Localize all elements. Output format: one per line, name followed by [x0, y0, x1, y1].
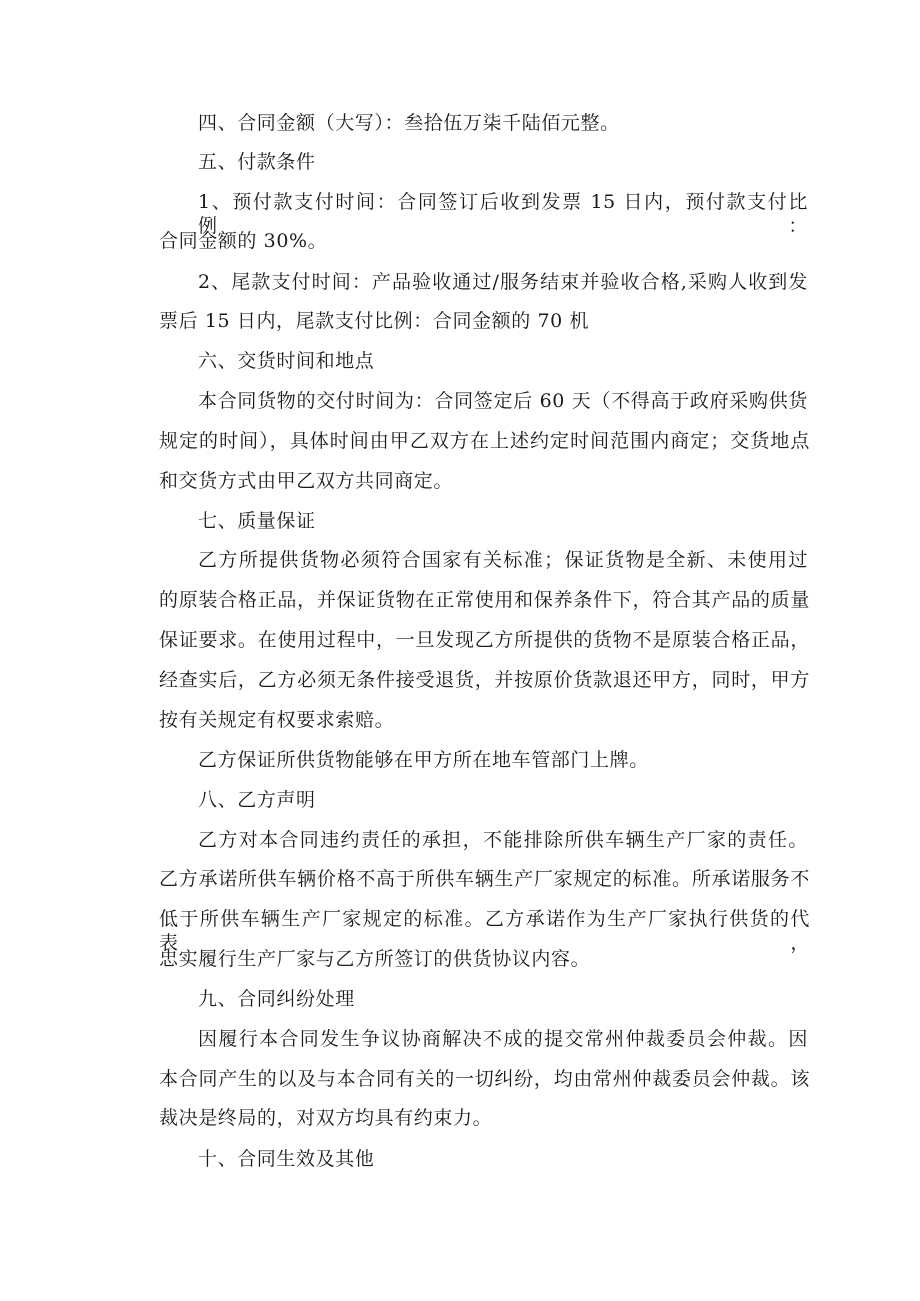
advance-payment-line-1: 1、预付款支付时间：合同签订后收到发票 15 日内，预付款支付比例：	[198, 191, 808, 237]
delivery-line-1: 本合同货物的交付时间为：合同签定后 60 天（不得高于政府采购供货	[198, 390, 808, 412]
final-payment-line-2: 票后 15 日内，尾款支付比例：合同金额的 70 机	[159, 310, 590, 332]
statement-line-2: 乙方承诺所供车辆价格不高于所供车辆生产厂家规定的标准。所承诺服务不	[159, 868, 810, 890]
delivery-line-2: 规定的时间），具体时间由甲乙双方在上述约定时间范围内商定；交货地点	[159, 430, 810, 452]
dispute-line-1: 因履行本合同发生争议协商解决不成的提交常州仲裁委员会仲裁。因	[198, 1028, 808, 1050]
statement-line-4: 忠实履行生产厂家与乙方所签订的供货协议内容。	[159, 948, 591, 970]
final-payment-line-1: 2、尾款支付时间：产品验收通过/服务结束并验收合格,采购人收到发	[198, 271, 808, 293]
statement-line-1: 乙方对本合同违约责任的承担，不能排除所供车辆生产厂家的责任。	[198, 829, 808, 851]
section-heading-dispute: 九、合同纠纷处理	[198, 988, 355, 1010]
quality-line-4: 经查实后，乙方必须无条件接受退货，并按原价货款退还甲方，同时，甲方	[159, 669, 810, 691]
section-heading-delivery: 六、交货时间和地点	[198, 350, 375, 372]
advance-payment-line-2: 合同金额的 30%。	[159, 230, 328, 252]
dispute-line-3: 裁决是终局的，对双方均具有约束力。	[159, 1107, 493, 1129]
delivery-line-3: 和交货方式由甲乙双方共同商定。	[159, 470, 454, 492]
statement-line-3: 低于所供车辆生产厂家规定的标准。乙方承诺作为生产厂家执行供货的代表，	[159, 908, 810, 954]
section-heading-quality: 七、质量保证	[198, 510, 316, 532]
quality-line-1: 乙方所提供货物必须符合国家有关标准；保证货物是全新、未使用过	[198, 549, 808, 571]
quality-line-2: 的原装合格正品，并保证货物在正常使用和保养条件下，符合其产品的质量	[159, 589, 810, 611]
quality-line-5: 按有关规定有权要求索赔。	[159, 709, 395, 731]
section-heading-effect: 十、合同生效及其他	[198, 1148, 375, 1170]
quality-line-3: 保证要求。在使用过程中，一旦发现乙方所提供的货物不是原装合格正品，	[159, 629, 810, 651]
dispute-line-2: 本合同产生的以及与本合同有关的一切纠纷，均由常州仲裁委员会仲裁。该	[159, 1068, 810, 1090]
section-heading-statement: 八、乙方声明	[198, 789, 316, 811]
plate-registration: 乙方保证所供货物能够在甲方所在地车管部门上牌。	[198, 749, 649, 771]
section-heading-payment: 五、付款条件	[198, 151, 316, 173]
contract-amount: 四、合同金额（大写）：叁拾伍万柒千陆佰元整。	[198, 112, 620, 134]
